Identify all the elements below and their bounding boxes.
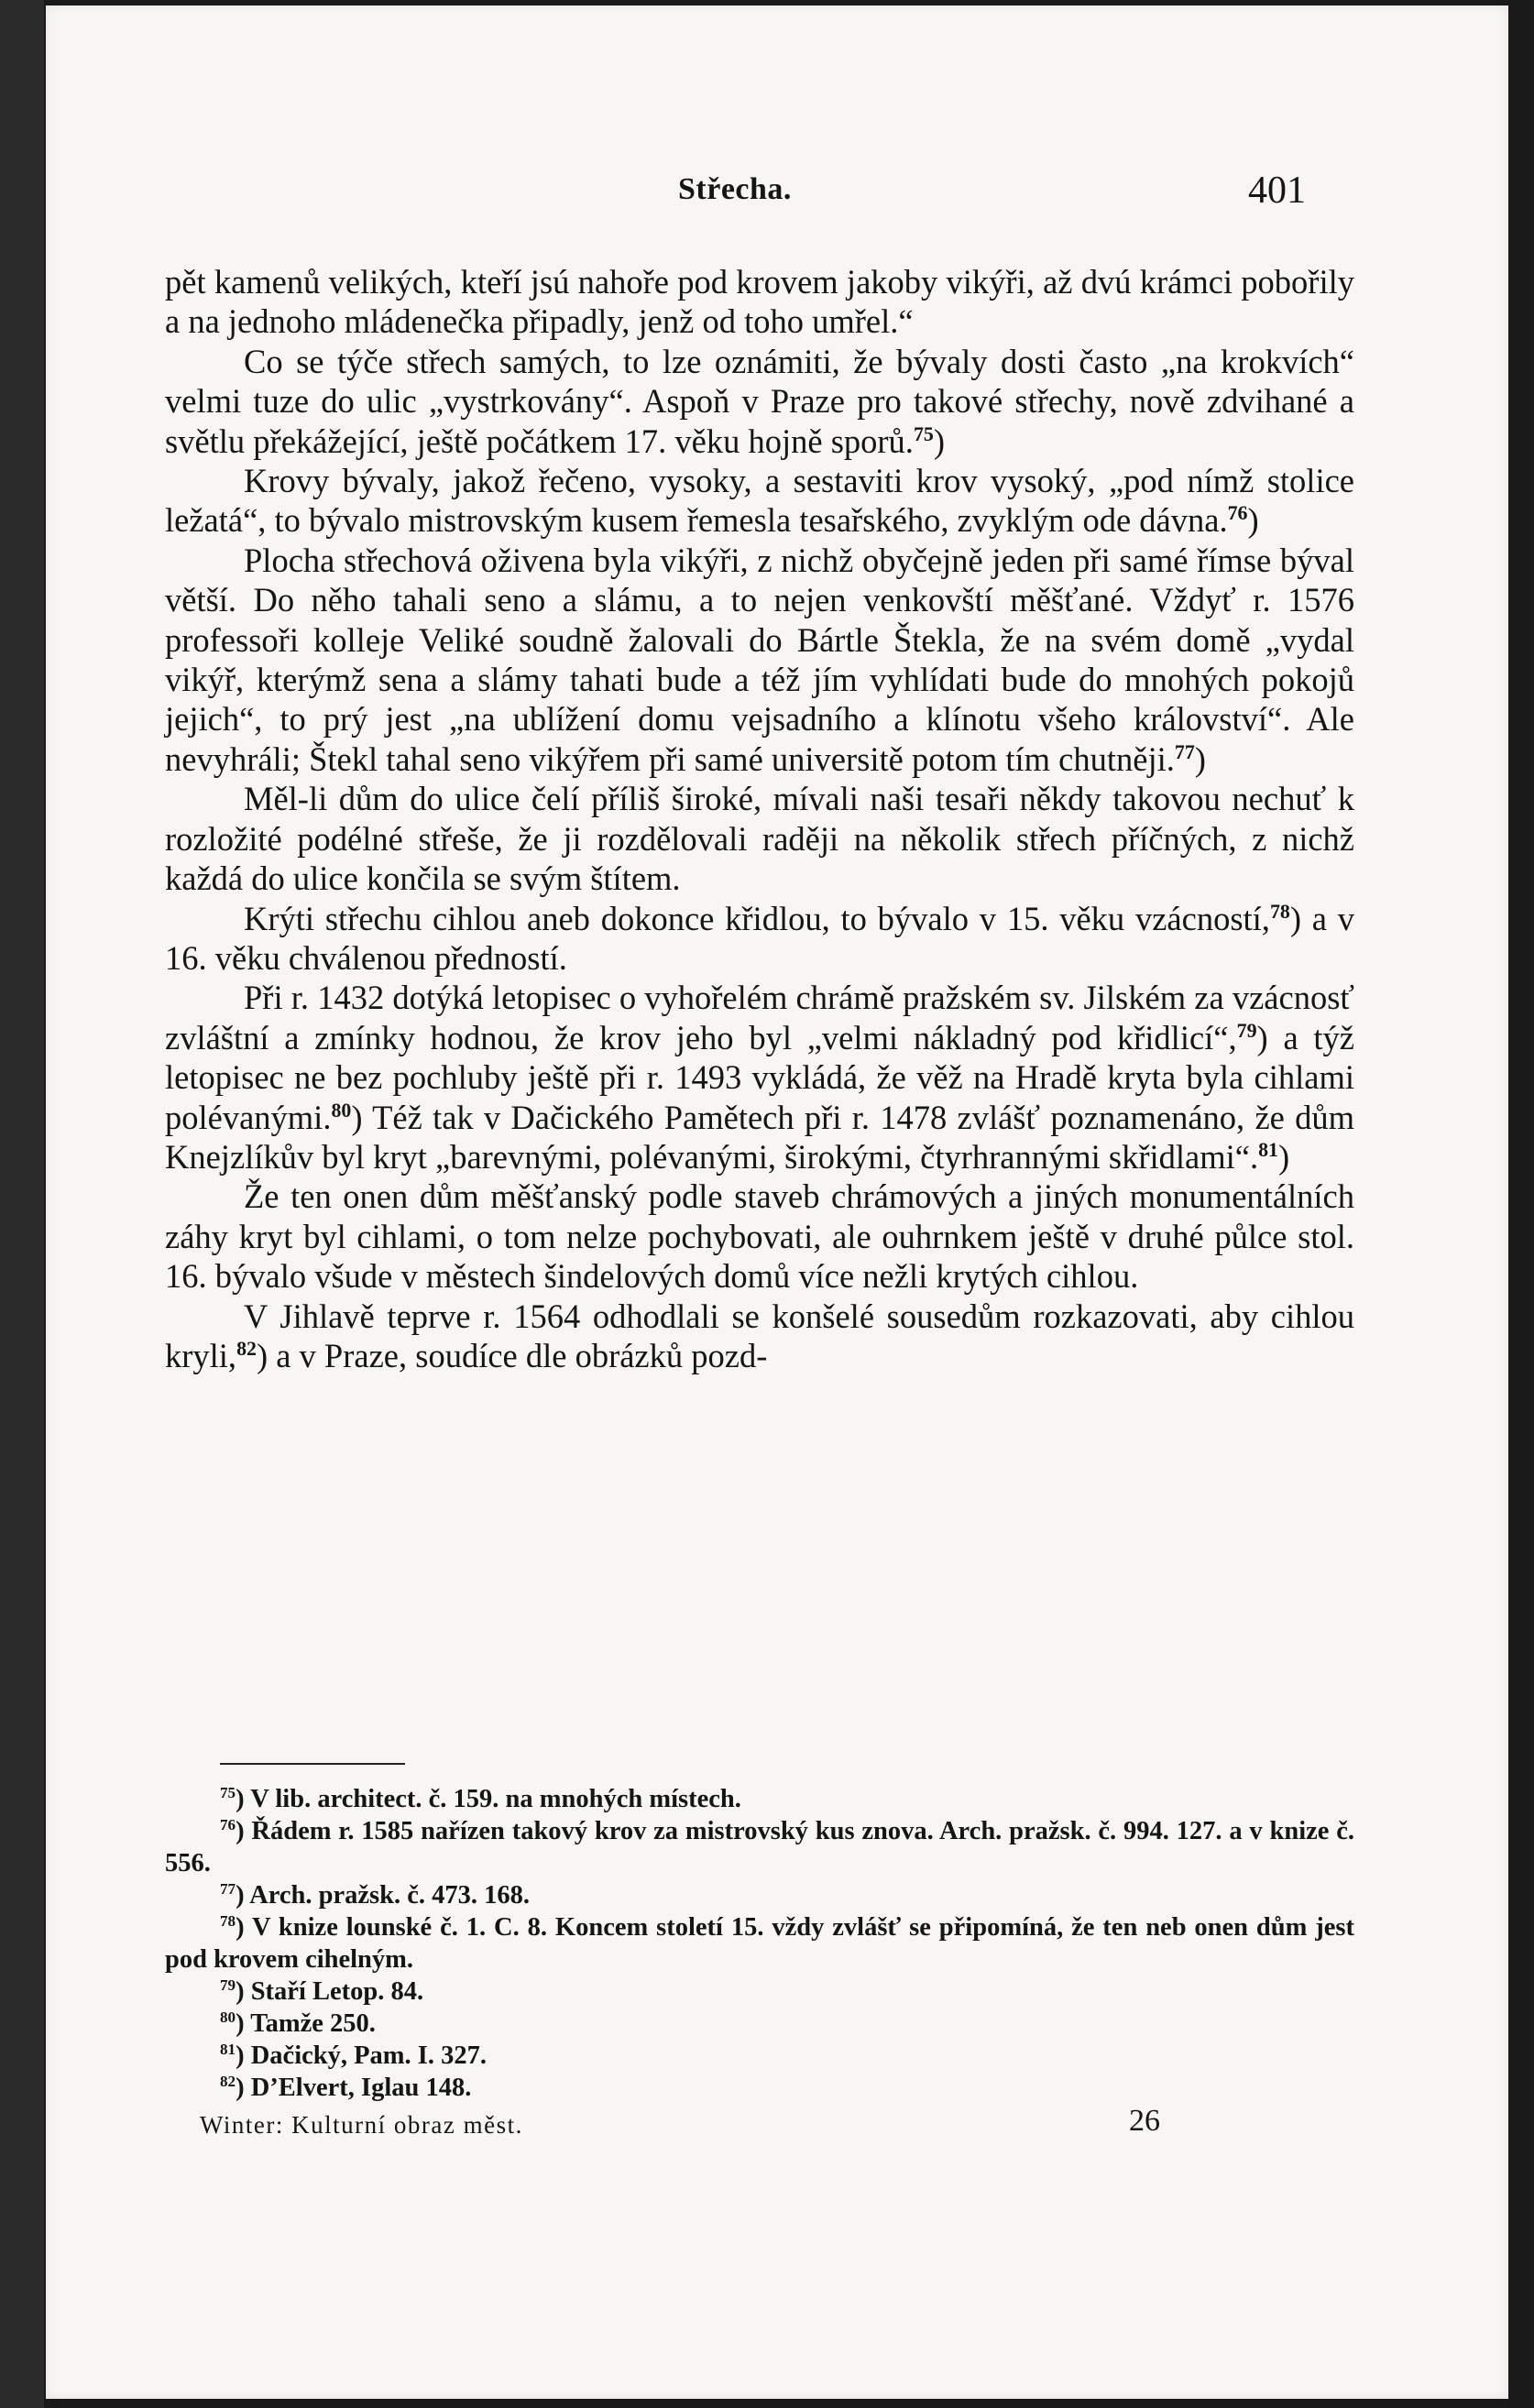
running-head — [46, 167, 1508, 222]
scan-left-margin — [0, 0, 44, 2408]
signature-mark: Winter: Kulturní obraz měst. — [200, 2111, 523, 2139]
footnote-text: ) V knize lounské č. 1. C. 8. Koncem století 15. vždy zvlášť se připomíná, že ten neb onen dům jest pod krovem cihelným. — [165, 1913, 1354, 1974]
page-footer — [46, 2104, 1508, 2148]
paragraph-text: pět kamenů velikých, kteří jsú nahoře pod krovem jakoby vikýři, až dvú krámci pobořily a na jednoho mládenečka připadly, jenž od toho umřel.“ — [165, 263, 1354, 341]
footnote-number: 79 — [220, 1976, 236, 1994]
paragraph — [165, 541, 1354, 779]
footnote-number: 80 — [220, 2008, 236, 2026]
footnote-ref: 80 — [331, 1098, 352, 1122]
paragraph-text: Měl-li dům do ulice čelí příliš široké, mívali naši tesaři někdy takovou nechuť k rozložité podélné střeše, že ji rozdělovali raději na několik střech příčných, z nichž každá do ulice končila se svým štítem. — [165, 780, 1354, 898]
footnote-text: ) Tamže 250. — [236, 2009, 376, 2038]
paragraph-text: Že ten onen dům měšťanský podle staveb chrámových a jiných monumentálních záhy kryt byl cihlami, o tom nelze pochybovati, ale ouhrnkem ještě v druhé půlce stol. 16. bývalo všude v městech šindelových domů více nežli krytých cihlou. — [165, 1177, 1354, 1296]
paragraph-text: ) Též tak v Dačického Pamětech při r. 1478 zvlášť poznamenáno, že dům Knejzlíkův byl kryt „barevnými, polévanými, širokými, čtyrhrannými skřidlami“. — [165, 1098, 1354, 1176]
paragraph-text: ) — [1247, 501, 1259, 540]
footnote-ref: 75 — [913, 421, 934, 445]
footnote — [165, 1783, 1354, 1815]
footnote-text: ) V lib. architect. č. 159. na mnohých místech. — [236, 1785, 741, 1813]
paragraph-text: V Jihlavě teprve r. 1564 odhodlali se konšelé sousedům rozkazovati, aby cihlou kryli, — [165, 1297, 1354, 1374]
footnote-ref: 81 — [1258, 1137, 1278, 1161]
footnote — [165, 1879, 1354, 1911]
paragraph — [165, 342, 1354, 461]
footnote-number: 82 — [220, 2072, 236, 2090]
running-title: Střecha. — [678, 172, 792, 206]
paragraph — [165, 779, 1354, 898]
footnote-number: 76 — [220, 1815, 236, 1833]
paragraph — [165, 978, 1354, 1177]
footnote — [165, 1911, 1354, 1976]
footnote-ref: 79 — [1236, 1018, 1257, 1042]
footnote-number: 75 — [220, 1783, 236, 1801]
footnote-ref: 76 — [1227, 501, 1248, 525]
footnote — [165, 1976, 1354, 2008]
paragraph — [165, 461, 1354, 541]
paragraph — [165, 899, 1354, 979]
footnote — [165, 2072, 1354, 2104]
footnote-ref: 82 — [236, 1336, 257, 1360]
paragraph-text: Co se týče střech samých, to lze oznámiti, že bývaly dosti často „na krokvích“ velmi tuze do ulic „vystrkovány“. Aspoň v Praze pro takové střechy, nově zdvihané a světlu překážející, ještě počátkem 17. věku hojně sporů. — [165, 342, 1354, 460]
footnote-rule — [220, 1763, 405, 1765]
paragraph-text: Při r. 1432 dotýká letopisec o vyhořelém chrámě pražském sv. Jilském za vzácnosť zvláštní a zmínky hodnou, že krov jeho byl „velmi nákladný pod křidlicí“, — [165, 979, 1354, 1056]
footnote-text: ) Arch. pražsk. č. 473. 168. — [236, 1881, 530, 1910]
paragraph-text: Krýti střechu cihlou aneb dokonce křidlou, to bývalo v 15. věku vzácností, — [244, 899, 1270, 937]
paragraph-text: ) — [1194, 739, 1206, 778]
footnotes — [165, 1783, 1354, 2104]
footnote-ref: 77 — [1174, 739, 1195, 763]
paragraph — [165, 262, 1354, 342]
footnote — [165, 2040, 1354, 2072]
paragraph-text: ) — [933, 421, 945, 460]
footnote — [165, 1815, 1354, 1879]
footnote-ref: 78 — [1269, 899, 1290, 923]
paragraph-text: ) a v Praze, soudíce dle obrázků pozd- — [256, 1336, 768, 1374]
footnote-text: ) Řádem r. 1585 nařízen takový krov za mistrovský kus znova. Arch. pražsk. č. 994. 127. a v knize č. 556. — [165, 1817, 1354, 1877]
footnote-number: 77 — [220, 1879, 236, 1898]
signature-number: 26 — [1129, 2104, 1160, 2138]
book-page — [46, 5, 1508, 2399]
paragraph-text: Plocha střechová oživena byla vikýři, z nichž obyčejně jeden při samé římse býval větší. Do něho tahali seno a slámu, a to nejen venkovští měšťané. Vždyť r. 1576 professoři kolleje Veliké soudně žalovali do Bártle Štekla, že na svém domě „vydal vikýř, kterýmž sena a slámy tahati bude a též jím vyhlídati bude do mnohých pokojů jejich“, to prý jest „na ublížení domu vejsadního a klínotu všeho království“. Ale nevyhráli; Štekl tahal seno vikýřem při samé universitě potom tím chutněji. — [165, 541, 1354, 778]
footnote-text: ) Staří Letop. 84. — [236, 1977, 424, 2006]
paragraph-text: ) a týž letopisec ne bez pochluby ještě při r. 1493 vykládá, že věž na Hradě kryta byla cihlami polévanými. — [165, 1018, 1355, 1136]
paragraph — [165, 1297, 1354, 1376]
paragraph-text: ) — [1277, 1137, 1290, 1176]
paragraph-text: Krovy bývaly, jakož řečeno, vysoky, a sestaviti krov vysoký, „pod nímž stolice ležatá“, to bývalo mistrovským kusem řemesla tesařského, zvyklým ode dávna. — [165, 462, 1354, 540]
paragraph-text: ) a v 16. věku chválenou předností. — [165, 899, 1355, 977]
page-number: 401 — [1248, 170, 1306, 212]
paragraph — [165, 1177, 1354, 1296]
footnote-number: 81 — [220, 2040, 236, 2058]
body-text — [165, 262, 1354, 1375]
footnote-text: ) Dačický, Pam. I. 327. — [236, 2041, 487, 2070]
footnote-number: 78 — [220, 1911, 236, 1930]
footnote-text: ) D’Elvert, Iglau 148. — [236, 2074, 472, 2102]
footnote — [165, 2008, 1354, 2040]
